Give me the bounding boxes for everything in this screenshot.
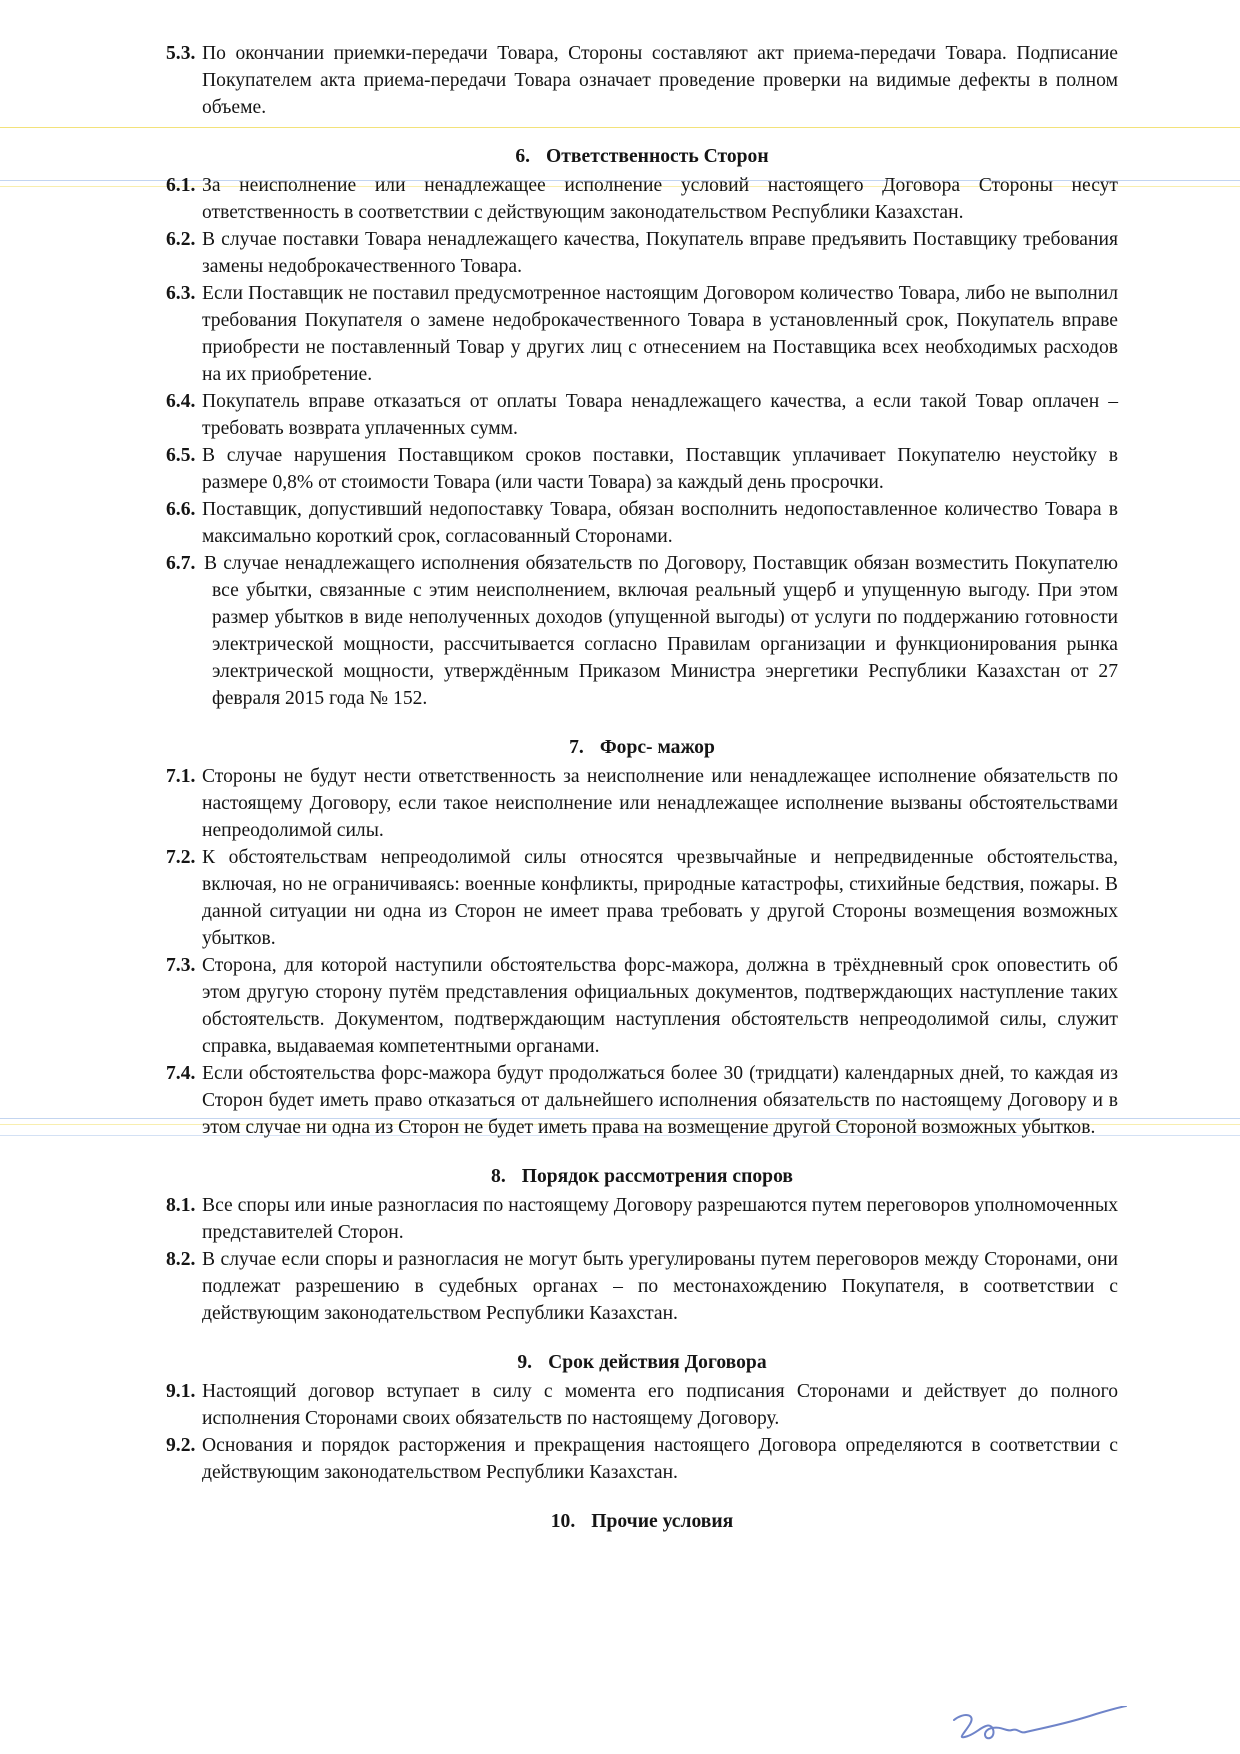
section-number: 6.	[515, 146, 531, 167]
section-title: Порядок рассмотрения споров	[521, 1166, 793, 1187]
clause-number: 8.1.	[166, 1195, 196, 1216]
contract-text	[166, 40, 1118, 1537]
clause-number: 7.1.	[166, 766, 196, 787]
clause-text: Если обстоятельства форс-мажора будут продолжаться более 30 (тридцати) календарных дней, то каждая из Сторон будет иметь право отказаться от дальнейшего исполнения обязательств по настоящему Договору и в этом случае ни одна из Сторон не будет иметь права на возмещение другой Стороной возможных убытков.	[202, 1063, 1118, 1138]
clause	[166, 763, 1118, 844]
clause-number: 7.4.	[166, 1063, 196, 1084]
section-title: Прочие условия	[591, 1511, 734, 1532]
clause	[166, 226, 1118, 280]
section-heading	[166, 143, 1118, 170]
section-heading	[166, 1163, 1118, 1190]
section-number: 10.	[550, 1511, 576, 1532]
clause	[166, 1060, 1118, 1141]
sections	[166, 143, 1118, 1535]
clause-text: Покупатель вправе отказаться от оплаты Товара ненадлежащего качества, а если такой Товар оплачен – требовать возврата уплаченных сумм.	[202, 391, 1118, 439]
clause	[166, 1192, 1118, 1246]
clause-text: В случае если споры и разногласия не могут быть урегулированы путем переговоров между Сторонами, они подлежат разрешению в судебных органах – по местонахождению Покупателя, в соответствии с действующим законодательством Республики Казахстан.	[202, 1249, 1118, 1324]
section-number: 9.	[517, 1352, 533, 1373]
handwritten-signature	[946, 1706, 1136, 1750]
clause-number: 9.1.	[166, 1381, 196, 1402]
clause	[166, 1246, 1118, 1327]
clause	[166, 40, 1118, 121]
clause-number: 6.2.	[166, 229, 196, 250]
clause-text: В случае нарушения Поставщиком сроков поставки, Поставщик уплачивает Покупателю неустойку в размере 0,8% от стоимости Товара (или части Товара) за каждый день просрочки.	[202, 445, 1118, 493]
section-title: Срок действия Договора	[548, 1352, 767, 1373]
clause	[166, 1432, 1118, 1486]
clause-text: По окончании приемки-передачи Товара, Стороны составляют акт приема-передачи Товара. Подписание Покупателем акта приема-передачи Товара означает проведение проверки на видимые дефекты в полном объеме.	[202, 43, 1118, 118]
clause-text: К обстоятельствам непреодолимой силы относятся чрезвычайные и непредвиденные обстоятельства, включая, но не ограничиваясь: военные конфликты, природные катастрофы, стихийные бедствия, пожары. В данной ситуации ни одна из Сторон не имеет права требовать у другой Стороны возмещения возможных убытков.	[202, 847, 1118, 949]
clause	[166, 442, 1118, 496]
clause	[166, 496, 1118, 550]
section-heading	[166, 1349, 1118, 1376]
clause-text: За неисполнение или ненадлежащее исполнение условий настоящего Договора Стороны несут ответственность в соответствии с действующим законодательством Республики Казахстан.	[202, 175, 1118, 223]
clause	[166, 388, 1118, 442]
clause-text: Все споры или иные разногласия по настоящему Договору разрешаются путем переговоров уполномоченных представителей Сторон.	[202, 1195, 1118, 1243]
clause	[166, 172, 1118, 226]
section-number: 8.	[491, 1166, 506, 1187]
clause-text: Если Поставщик не поставил предусмотренное настоящим Договором количество Товара, либо не выполнил требования Покупателя о замене недоброкачественного Товара в установленный срок, Покупатель вправе приобрести не поставленный Товар у других лиц с отнесением на Поставщика всех необходимых расходов на их приобретение.	[202, 283, 1118, 385]
clause-number: 5.3.	[166, 43, 196, 64]
clause-text: В случае поставки Товара ненадлежащего качества, Покупатель вправе предъявить Поставщику требования замены недоброкачественного Товара.	[202, 229, 1118, 277]
clause	[166, 844, 1118, 952]
section-number: 7.	[569, 737, 584, 758]
clause	[166, 550, 1118, 712]
section-heading	[166, 734, 1118, 761]
clause-number: 7.2.	[166, 847, 196, 868]
clause-number: 6.6.	[166, 499, 196, 520]
clause-number: 6.3.	[166, 283, 196, 304]
clause-number: 6.4.	[166, 391, 196, 412]
clause	[166, 280, 1118, 388]
clause-number: 6.1.	[166, 175, 196, 196]
clause-number: 6.5.	[166, 445, 196, 466]
clause-text: Основания и порядок расторжения и прекращения настоящего Договора определяются в соответствии с действующим законодательством Республики Казахстан.	[202, 1435, 1118, 1483]
clause-number: 7.3.	[166, 955, 196, 976]
clause-text: Поставщик, допустивший недопоставку Товара, обязан восполнить недопоставленное количество Товара в максимально короткий срок, согласованный Сторонами.	[202, 499, 1118, 547]
clause-text: В случае ненадлежащего исполнения обязательств по Договору, Поставщик обязан возместить Покупателю все убытки, связанные с этим неисполнением, включая реальный ущерб и упущенную выгоду. При этом размер убытков в виде неполученных доходов (упущенной выгоды) от услуги по поддержанию готовности электрической мощности, рассчитывается согласно Правилам организации и функционирования рынка электрической мощности, утверждённым Приказом Министра энергетики Республики Казахстан от 27 февраля 2015 года № 152.	[204, 553, 1118, 709]
clause-text: Настоящий договор вступает в силу с момента его подписания Сторонами и действует до полного исполнения Сторонами своих обязательств по настоящему Договору.	[202, 1381, 1118, 1429]
section-title: Ответственность Сторон	[546, 146, 769, 167]
section-title: Форс- мажор	[599, 737, 715, 758]
clause	[166, 1378, 1118, 1432]
clause-text: Стороны не будут нести ответственность за неисполнение или ненадлежащее исполнение обязательств по настоящему Договору, если такое неисполнение или ненадлежащее исполнение вызваны обстоятельствами непреодолимой силы.	[202, 766, 1118, 841]
clause-number: 8.2.	[166, 1249, 196, 1270]
section-heading	[166, 1508, 1118, 1535]
clause	[166, 952, 1118, 1060]
clause-text: Сторона, для которой наступили обстоятельства форс-мажора, должна в трёхдневный срок оповестить об этом другую сторону путём представления официальных документов, подтверждающих наступление таких обстоятельств. Документом, подтверждающим наступления обстоятельств непреодолимой силы, служит справка, выдаваемая компетентными органами.	[202, 955, 1118, 1057]
clause-number: 6.7.	[166, 553, 196, 574]
clause-number: 9.2.	[166, 1435, 196, 1456]
